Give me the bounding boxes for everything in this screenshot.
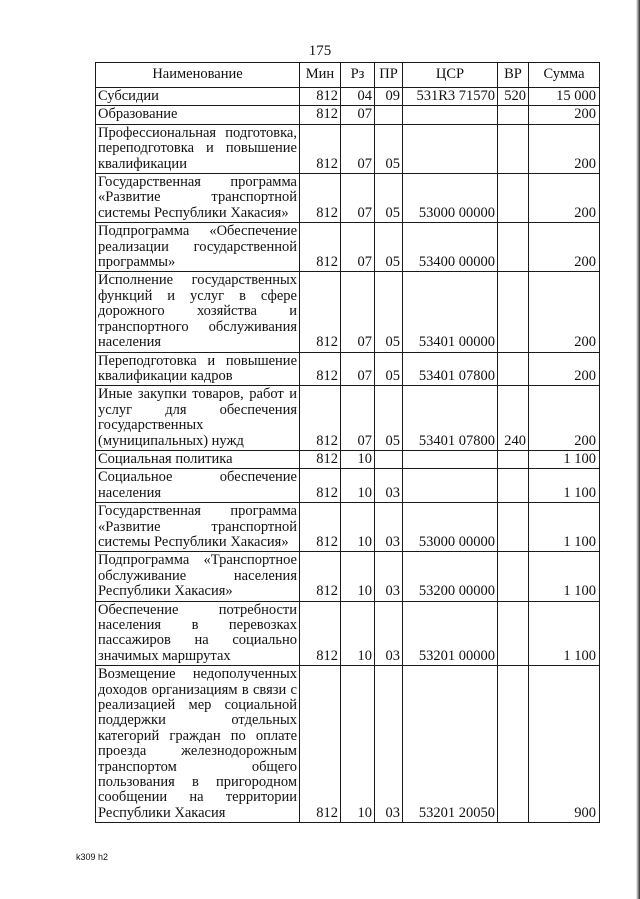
row-csr: 53201 20050 [403,666,498,823]
row-rz: 04 [341,88,375,106]
row-name: Социальное обеспечение населения [96,469,300,503]
row-vr [498,272,529,352]
row-sum: 200 [529,174,600,223]
row-name: Переподготовка и повышение квалификации кадров [96,352,300,386]
row-sum: 1 100 [529,552,600,601]
row-min: 812 [300,450,341,468]
header-rz: Рз [341,63,375,88]
row-vr [498,503,529,552]
row-csr: 53401 07800 [403,352,498,386]
row-sum: 15 000 [529,88,600,106]
row-min: 812 [300,386,341,451]
row-pr: 05 [375,124,403,173]
document-code: k309 h2 [76,852,109,862]
row-rz: 07 [341,386,375,451]
row-vr [498,106,529,124]
table-row [96,352,600,386]
row-sum: 200 [529,106,600,124]
row-sum: 200 [529,124,600,173]
row-pr [375,450,403,468]
row-vr [498,174,529,223]
row-min: 812 [300,174,341,223]
row-min: 812 [300,223,341,272]
row-min: 812 [300,552,341,601]
row-name: Возмещение недополученных доходов организациям в связи с реализацией мер социальной поддержки отдельных категорий граждан по оплате проезда железнодорожным транспортом общего пользования в пригородном сообщении на территории Республики Хакасия [96,666,300,823]
row-min: 812 [300,88,341,106]
row-vr: 520 [498,88,529,106]
header-name: Наименование [96,63,300,88]
row-rz: 07 [341,223,375,272]
row-csr [403,469,498,503]
table-row [96,666,600,823]
row-pr: 03 [375,503,403,552]
row-csr [403,124,498,173]
row-csr: 531R3 71570 [403,88,498,106]
row-rz: 10 [341,450,375,468]
row-vr [498,124,529,173]
row-name: Иные закупки товаров, работ и услуг для обеспечения государственных (муниципальных) нужд [96,386,300,451]
row-rz: 10 [341,503,375,552]
row-vr [498,666,529,823]
row-name: Государственная программа «Развитие транспортной системы Республики Хакасия» [96,174,300,223]
row-rz: 10 [341,666,375,823]
row-rz: 10 [341,552,375,601]
row-csr [403,106,498,124]
row-csr [403,450,498,468]
row-min: 812 [300,503,341,552]
row-name: Подпрограмма «Обеспечение реализации государственной программы» [96,223,300,272]
page-number: 175 [308,43,332,59]
row-sum: 1 100 [529,601,600,666]
row-vr [498,450,529,468]
row-rz: 10 [341,601,375,666]
row-pr: 05 [375,174,403,223]
header-min: Мин [300,63,341,88]
row-sum: 200 [529,223,600,272]
row-name: Исполнение государственных функций и услуг в сфере дорожного хозяйства и транспортного обслуживания населения [96,272,300,352]
row-min: 812 [300,352,341,386]
row-name: Профессиональная подготовка, переподготовка и повышение квалификации [96,124,300,173]
header-vr: ВР [498,63,529,88]
row-sum: 1 100 [529,469,600,503]
row-vr [498,601,529,666]
row-name: Обеспечение потребности населения в перевозках пассажиров на социально значимых маршрутах [96,601,300,666]
row-sum: 200 [529,352,600,386]
table-row [96,386,600,451]
row-rz: 07 [341,272,375,352]
row-pr: 03 [375,601,403,666]
row-pr: 05 [375,223,403,272]
row-min: 812 [300,272,341,352]
row-vr: 240 [498,386,529,451]
row-sum: 1 100 [529,450,600,468]
row-csr: 53400 00000 [403,223,498,272]
table-row [96,503,600,552]
row-sum: 900 [529,666,600,823]
table-row [96,174,600,223]
budget-table [95,62,600,823]
header-pr: ПР [375,63,403,88]
row-pr: 03 [375,469,403,503]
row-name: Государственная программа «Развитие транспортной системы Республики Хакасия» [96,503,300,552]
row-min: 812 [300,601,341,666]
row-name: Субсидии [96,88,300,106]
table-row [96,106,600,124]
row-min: 812 [300,124,341,173]
row-pr: 09 [375,88,403,106]
row-rz: 07 [341,174,375,223]
row-sum: 1 100 [529,503,600,552]
row-pr: 05 [375,272,403,352]
row-csr: 53201 00000 [403,601,498,666]
row-sum: 200 [529,272,600,352]
row-pr [375,106,403,124]
row-sum: 200 [529,386,600,451]
table-row [96,601,600,666]
row-rz: 07 [341,124,375,173]
table-row [96,88,600,106]
row-csr: 53200 00000 [403,552,498,601]
table-row [96,552,600,601]
header-sum: Сумма [529,63,600,88]
row-rz: 07 [341,352,375,386]
table-row [96,272,600,352]
row-min: 812 [300,106,341,124]
row-csr: 53401 00000 [403,272,498,352]
row-name: Социальная политика [96,450,300,468]
row-min: 812 [300,469,341,503]
row-pr: 03 [375,666,403,823]
row-name: Образование [96,106,300,124]
row-pr: 05 [375,386,403,451]
table-row [96,124,600,173]
row-vr [498,223,529,272]
row-rz: 07 [341,106,375,124]
table-row [96,469,600,503]
table-row [96,223,600,272]
row-csr: 53000 00000 [403,174,498,223]
table-row [96,450,600,468]
header-csr: ЦСР [403,63,498,88]
row-vr [498,469,529,503]
row-pr: 03 [375,552,403,601]
row-vr [498,552,529,601]
scan-edge-shadow [636,0,640,899]
row-min: 812 [300,666,341,823]
row-csr: 53401 07800 [403,386,498,451]
row-vr [498,352,529,386]
table-header-row [96,63,600,88]
row-rz: 10 [341,469,375,503]
row-csr: 53000 00000 [403,503,498,552]
row-pr: 05 [375,352,403,386]
row-name: Подпрограмма «Транспортное обслуживание населения Республики Хакасия» [96,552,300,601]
